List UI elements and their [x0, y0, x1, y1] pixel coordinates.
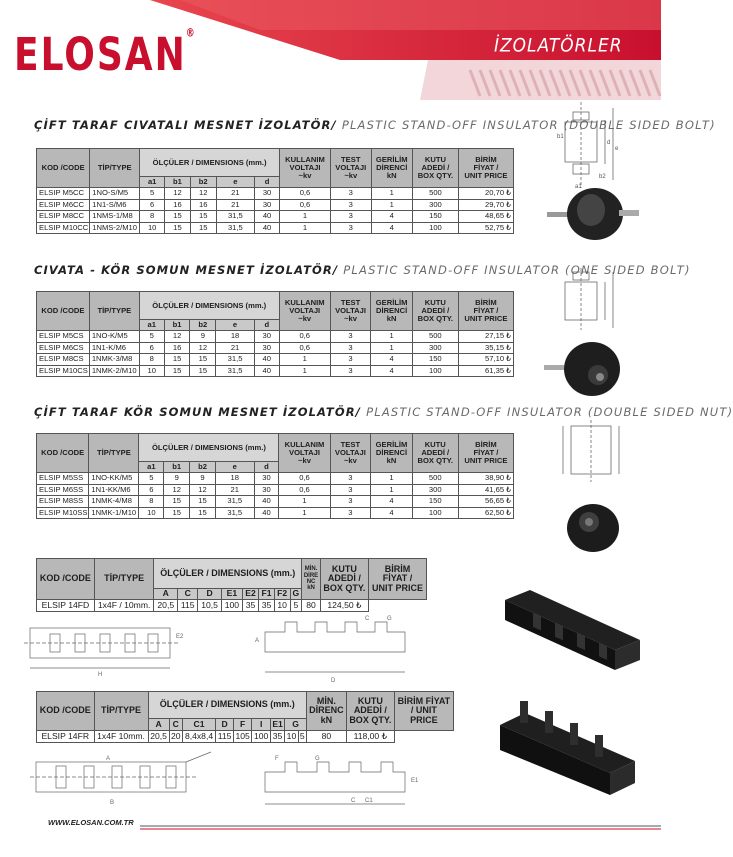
cell: 12 — [190, 188, 216, 200]
cell: 15 — [190, 354, 216, 366]
cell: 5 — [139, 473, 164, 485]
cell: 1 — [279, 365, 330, 377]
drawing-14fd-front — [20, 620, 190, 680]
cell: 10 — [274, 600, 290, 612]
cell: 5 — [299, 730, 305, 741]
cell: ELSIP M8CS — [37, 354, 90, 366]
product-table-1 — [36, 148, 514, 234]
cell: 100 — [412, 365, 458, 377]
cell: 21 — [216, 199, 255, 211]
dim-col: b2 — [190, 177, 216, 188]
cell: 15 — [164, 365, 190, 377]
dim-col: b1 — [164, 320, 190, 331]
cell: 6 — [139, 342, 164, 354]
cell: 1NO-KK/M5 — [89, 473, 139, 485]
cell: 100 — [221, 600, 242, 612]
drawing-14fr-front — [26, 752, 226, 812]
col-test-voltage: TEST VOLTAJI ~kv — [330, 292, 371, 331]
col-code: KOD /CODE — [37, 434, 89, 473]
cell: 150 — [412, 211, 458, 223]
cell: 1x4F / 10mm. — [94, 600, 154, 612]
col-type: TİP/TYPE — [89, 292, 139, 331]
drawing-double-nut — [553, 420, 643, 500]
cell: ELSIP M8CC — [37, 211, 90, 223]
col-unit-price: BİRİM FİYAT / UNIT PRICE — [369, 559, 427, 600]
svg-text:E2: E2 — [176, 634, 184, 640]
cell: 500 — [412, 473, 458, 485]
cell: 3 — [330, 507, 371, 519]
cell: 1NMK-1/M10 — [89, 507, 139, 519]
cell: 20,70 ₺ — [458, 188, 513, 200]
cell: 0,6 — [279, 199, 330, 211]
cell: 15 — [165, 211, 191, 223]
cell: 105 — [233, 731, 251, 743]
cell: 3 — [330, 188, 371, 200]
cell: 1NMK-4/M8 — [89, 496, 139, 508]
svg-text:C: C — [351, 798, 356, 804]
cell: 35 — [270, 731, 284, 743]
col-dimensions: ÖLÇÜLER / DIMENSIONS (mm.) — [139, 292, 279, 320]
col-dimensions: ÖLÇÜLER / DIMENSIONS (mm.) — [154, 559, 302, 589]
cell: 1N1-K/M6 — [89, 342, 139, 354]
col-min-resistance: MİN. DİRENC kN — [306, 692, 346, 731]
cell: 31,5 — [215, 496, 254, 508]
dim-col: E1 — [272, 718, 283, 729]
table-row — [37, 507, 514, 519]
cell: ELSIP M10CS — [37, 365, 90, 377]
cell: ELSIP 14FR — [37, 731, 95, 743]
table-row — [37, 211, 514, 223]
cell: ELSIP M10SS — [37, 507, 89, 519]
col-code: KOD /CODE — [37, 692, 95, 731]
dim-col: a1 — [139, 320, 164, 331]
cell: 27,15 ₺ — [458, 331, 513, 343]
cell: 40 — [254, 507, 279, 519]
cell: 4 — [371, 211, 412, 223]
cell: 31,5 — [216, 354, 255, 366]
cell: 21 — [216, 188, 255, 200]
cell: 61,35 ₺ — [458, 365, 513, 377]
cell: 52,75 ₺ — [458, 222, 513, 234]
dim-col: C1 — [182, 719, 215, 731]
svg-text:F: F — [275, 756, 279, 762]
cell: 9 — [190, 473, 216, 485]
header-banner — [0, 0, 661, 96]
cell: 1 — [279, 222, 330, 234]
cell: 15 — [190, 211, 216, 223]
cell: 15 — [190, 365, 216, 377]
svg-text:C1: C1 — [365, 798, 373, 804]
cell: 4 — [371, 365, 412, 377]
dim-col: C — [178, 589, 198, 600]
dim-col: G — [290, 589, 302, 600]
cell: 15 — [164, 496, 190, 508]
cell: 30 — [255, 199, 280, 211]
col-dimensions: ÖLÇÜLER / DIMENSIONS (mm.) — [148, 692, 306, 719]
section-title-2: CIVATA - KÖR SOMUN MESNET İZOLATÖR/ PLASTIC STAND-OFF INSULATOR (ONE SIDED BOLT) — [34, 263, 691, 277]
cell: 3 — [330, 199, 371, 211]
cell: 38,90 ₺ — [458, 473, 513, 485]
product-table-2 — [36, 291, 514, 377]
svg-text:B: B — [110, 800, 115, 806]
col-unit-price: BİRİM FİYAT / UNIT PRICE — [458, 434, 513, 473]
cell: 15 — [164, 354, 190, 366]
svg-text:b1: b1 — [557, 134, 564, 140]
col-code: KOD /CODE — [37, 292, 90, 331]
svg-text:E1: E1 — [411, 778, 419, 784]
cell: 3 — [330, 222, 371, 234]
cell: 150 — [412, 496, 458, 508]
product-table-14fr — [36, 691, 454, 743]
dim-col: G — [285, 719, 307, 731]
brand-logo: ELOSAN ® — [14, 27, 197, 82]
dim-col: b1 — [164, 462, 190, 473]
dim-col: e — [215, 462, 254, 473]
cell: 3 — [330, 331, 371, 343]
col-code: KOD /CODE — [37, 559, 95, 600]
cell: 40 — [254, 365, 279, 377]
col-code: KOD /CODE — [37, 149, 90, 188]
col-type: TİP/TYPE — [94, 559, 154, 600]
dim-col: E1 — [221, 589, 242, 600]
cell: 115 — [216, 731, 234, 743]
photo-insulator-nut — [555, 500, 635, 560]
col-strength: GERİLİM DİRENCİ kN — [371, 434, 413, 473]
cell: 4 — [371, 354, 412, 366]
cell: 30 — [254, 331, 279, 343]
cell: ELSIP M6CS — [37, 342, 90, 354]
cell: 100 — [412, 507, 458, 519]
col-unit-price: BİRİM FİYAT / UNIT PRICE — [458, 149, 513, 188]
col-box-qty: KUTU ADEDİ / BOX QTY. — [320, 559, 368, 600]
cell: 5 — [140, 188, 165, 200]
table-row — [37, 473, 514, 485]
cell: 1 — [279, 496, 330, 508]
cell: 1 — [371, 199, 412, 211]
cell: ELSIP M5CC — [37, 188, 90, 200]
col-min-resistance: MİN. DİRE NC kN — [302, 559, 321, 600]
dim-col: F — [233, 719, 251, 731]
dim-col: e — [216, 177, 255, 188]
photo-insulator-bolt-nut — [540, 335, 640, 405]
cell: 4 — [371, 496, 413, 508]
cell: 20,5 — [154, 600, 178, 612]
cell: 115 — [178, 600, 198, 612]
col-box-qty: KUTU ADEDİ / BOX QTY. — [412, 434, 458, 473]
cell: 62,50 ₺ — [458, 507, 513, 519]
cell: 300 — [412, 484, 458, 496]
cell: 6 — [140, 199, 165, 211]
drawing-14fr-side — [255, 752, 425, 812]
cell: 35 — [242, 600, 258, 612]
svg-text:G: G — [387, 616, 392, 622]
cell: 12 — [190, 342, 216, 354]
cell: 16 — [164, 342, 190, 354]
cell: 40 — [254, 354, 279, 366]
cell: 40 — [255, 222, 280, 234]
cell: 8 — [140, 211, 165, 223]
cell: 20,5 — [148, 731, 169, 743]
cell: 15 — [190, 496, 216, 508]
svg-text:e: e — [615, 146, 619, 152]
table-row — [37, 600, 427, 612]
svg-text:d: d — [607, 140, 611, 146]
cell: 0,6 — [279, 331, 330, 343]
dim-col: d — [254, 462, 279, 473]
cell: 300 — [412, 342, 458, 354]
cell: 35 — [259, 600, 275, 612]
col-type: TİP/TYPE — [89, 434, 139, 473]
cell: 56,65 ₺ — [458, 496, 513, 508]
svg-text:b2: b2 — [599, 174, 606, 180]
cell: ELSIP 14FD — [37, 600, 95, 612]
col-type: TİP/TYPE — [94, 692, 148, 731]
dim-col: a1 — [139, 462, 164, 473]
dim-col: b1 — [165, 177, 191, 188]
drawing-double-bolt — [555, 100, 635, 192]
col-box-qty: KUTU ADEDİ / BOX QTY. — [346, 692, 394, 731]
dim-col: E2 — [242, 589, 258, 600]
cell: 15 — [190, 507, 216, 519]
cell: 29,70 ₺ — [458, 199, 513, 211]
cell: 4 — [371, 507, 413, 519]
cell: ELSIP M5SS — [37, 473, 89, 485]
table-row — [37, 188, 514, 200]
cell: 31,5 — [216, 211, 255, 223]
cell: 80 — [306, 731, 346, 743]
cell: 1NMS-2/M10 — [90, 222, 140, 234]
cell: 3 — [330, 473, 371, 485]
cell: 300 — [412, 199, 458, 211]
cell: 1NMS-1/M8 — [90, 211, 140, 223]
cell: 500 — [412, 188, 458, 200]
cell: 18 — [216, 331, 255, 343]
cell: 1 — [279, 354, 330, 366]
website-url: WWW.ELOSAN.COM.TR — [48, 818, 134, 827]
cell: 1 — [279, 507, 330, 519]
table-row — [37, 496, 514, 508]
cell: 30 — [254, 484, 279, 496]
dim-col: C — [169, 719, 182, 731]
footer-stripe — [140, 822, 661, 857]
cell: 21 — [215, 484, 254, 496]
dim-col: F2 — [274, 589, 290, 600]
cell: 35,15 ₺ — [458, 342, 513, 354]
col-box-qty: KUTU ADEDİ / BOX QTY. — [412, 292, 458, 331]
dim-col: b2 — [190, 320, 216, 331]
cell: 0,6 — [279, 342, 330, 354]
cell: 16 — [165, 199, 191, 211]
cell: 1NMK-2/M10 — [89, 365, 139, 377]
cell: 124,50 ₺ — [320, 600, 368, 612]
cell: 16 — [190, 199, 216, 211]
table-row — [37, 342, 514, 354]
cell: 31,5 — [215, 507, 254, 519]
cell: 4 — [371, 222, 412, 234]
cell: ELSIP M6SS — [37, 484, 89, 496]
col-operating-voltage: KULLANIM VOLTAJI ~kv — [279, 434, 330, 473]
svg-text:D: D — [331, 678, 336, 684]
table-row — [37, 354, 514, 366]
cell: 150 — [412, 354, 458, 366]
product-table-14fd — [36, 558, 427, 612]
svg-text:a1: a1 — [575, 184, 582, 190]
cell: 9 — [164, 473, 190, 485]
dim-col: d — [255, 177, 280, 188]
cell: 40 — [254, 496, 279, 508]
table-row — [37, 731, 454, 743]
cell: 8 — [139, 496, 164, 508]
cell: 15 — [165, 222, 191, 234]
cell: 10 — [140, 222, 165, 234]
product-table-3 — [36, 433, 514, 519]
cell: 40 — [255, 211, 280, 223]
cell: 30 — [254, 342, 279, 354]
cell: 21 — [216, 342, 255, 354]
dim-col: a1 — [140, 177, 165, 188]
cell: 41,65 ₺ — [458, 484, 513, 496]
photo-busbar-support-14fr — [490, 695, 640, 795]
section-title-3: ÇİFT TARAF KÖR SOMUN MESNET İZOLATÖR/ PLASTIC STAND-OFF INSULATOR (DOUBLE SIDED NUT) — [34, 405, 733, 419]
cell: 3 — [330, 496, 371, 508]
cell: 1NO-K/M5 — [89, 331, 139, 343]
cell: 3 — [330, 365, 371, 377]
cell: 3 — [330, 354, 371, 366]
cell: 10 — [286, 730, 297, 741]
col-box-qty: KUTU ADEDİ / BOX QTY. — [412, 149, 458, 188]
cell: 3 — [330, 342, 371, 354]
category-title: İZOLATÖRLER — [494, 35, 623, 57]
cell: 1NO-S/M5 — [90, 188, 140, 200]
photo-busbar-support-14fd — [495, 570, 645, 680]
cell: 1 — [371, 473, 413, 485]
cell: 5 — [290, 600, 302, 612]
dim-col: e — [216, 320, 255, 331]
dim-col: D — [198, 589, 222, 600]
cell: 12 — [164, 331, 190, 343]
cell: 12 — [190, 484, 216, 496]
svg-text:C: C — [365, 616, 370, 622]
cell: 8 — [139, 354, 164, 366]
col-operating-voltage: KULLANIM VOLTAJI ~kv — [279, 149, 330, 188]
table-row — [37, 365, 514, 377]
cell: 0,6 — [279, 473, 330, 485]
cell: ELSIP M6CC — [37, 199, 90, 211]
cell: 6 — [139, 484, 164, 496]
cell: 80 — [302, 600, 321, 612]
cell: 10 — [139, 507, 164, 519]
cell: 1N1-S/M6 — [90, 199, 140, 211]
cell: ELSIP M8SS — [37, 496, 89, 508]
cell: 48,65 ₺ — [458, 211, 513, 223]
cell: 1 — [371, 342, 412, 354]
section-title-1: ÇİFT TARAF CIVATALI MESNET İZOLATÖR/ PLASTIC STAND-OFF INSULATOR (DOUBLE SIDED BOLT) — [34, 118, 716, 132]
col-strength: GERİLİM DİRENCİ kN — [371, 292, 412, 331]
dim-col: F1 — [259, 589, 275, 600]
cell: 8,4x8,4 — [182, 731, 215, 743]
cell: 118,00 ₺ — [346, 731, 394, 743]
table-row — [37, 199, 514, 211]
svg-text:H: H — [98, 672, 103, 678]
cell: 5 — [139, 331, 164, 343]
photo-insulator-bolt — [545, 180, 645, 250]
cell: ELSIP M10CC — [37, 222, 90, 234]
cell: ELSIP M5CS — [37, 331, 90, 343]
cell: 3 — [330, 211, 371, 223]
cell: 15 — [164, 507, 190, 519]
col-test-voltage: TEST VOLTAJI ~kv — [330, 149, 371, 188]
cell: 9 — [190, 331, 216, 343]
dim-col: I — [252, 719, 270, 731]
table-row — [37, 222, 514, 234]
col-operating-voltage: KULLANIM VOLTAJI ~kv — [279, 292, 330, 331]
cell: 12 — [164, 484, 190, 496]
cell: 30 — [254, 473, 279, 485]
dim-col: D — [216, 719, 234, 731]
cell: 1 — [371, 331, 412, 343]
table-row — [37, 484, 514, 496]
cell: 12 — [165, 188, 191, 200]
cell: 0,6 — [279, 484, 330, 496]
dim-col: A — [148, 719, 169, 731]
cell: 30 — [255, 188, 280, 200]
cell: 31,5 — [216, 222, 255, 234]
cell: 100 — [412, 222, 458, 234]
col-test-voltage: TEST VOLTAJI ~kv — [330, 434, 371, 473]
col-type: TİP/TYPE — [90, 149, 140, 188]
cell: 3 — [330, 484, 371, 496]
cell: 1x4F 10mm. — [94, 731, 148, 743]
cell: 20 — [170, 730, 181, 741]
svg-text:A: A — [106, 756, 111, 762]
cell: 31,5 — [216, 365, 255, 377]
cell: 10 — [139, 365, 164, 377]
drawing-14fd-side — [245, 612, 425, 687]
col-dimensions: ÖLÇÜLER / DIMENSIONS (mm.) — [139, 434, 279, 462]
col-unit-price: BİRİM FİYAT / UNIT PRICE — [394, 692, 453, 731]
dim-col: A — [154, 589, 178, 600]
cell: 0,6 — [279, 188, 330, 200]
dim-col: b2 — [190, 462, 216, 473]
svg-text:A: A — [255, 638, 260, 644]
table-row — [37, 331, 514, 343]
cell: 500 — [412, 331, 458, 343]
cell: 57,10 ₺ — [458, 354, 513, 366]
col-strength: GERİLİM DİRENCİ kN — [371, 149, 412, 188]
cell: 1N1-KK/M6 — [89, 484, 139, 496]
cell: 1 — [371, 188, 412, 200]
cell: 100 — [252, 731, 270, 743]
cell: 15 — [190, 222, 216, 234]
cell: 1 — [371, 484, 413, 496]
cell: 18 — [215, 473, 254, 485]
svg-text:G: G — [315, 756, 320, 762]
col-unit-price: BİRİM FİYAT / UNIT PRICE — [458, 292, 513, 331]
col-dimensions: ÖLÇÜLER / DIMENSIONS (mm.) — [140, 149, 280, 177]
cell: 1 — [279, 211, 330, 223]
drawing-one-bolt — [555, 268, 635, 338]
cell: 1NMK-3/M8 — [89, 354, 139, 366]
dim-col: d — [254, 320, 279, 331]
cell: 10,5 — [198, 600, 222, 612]
